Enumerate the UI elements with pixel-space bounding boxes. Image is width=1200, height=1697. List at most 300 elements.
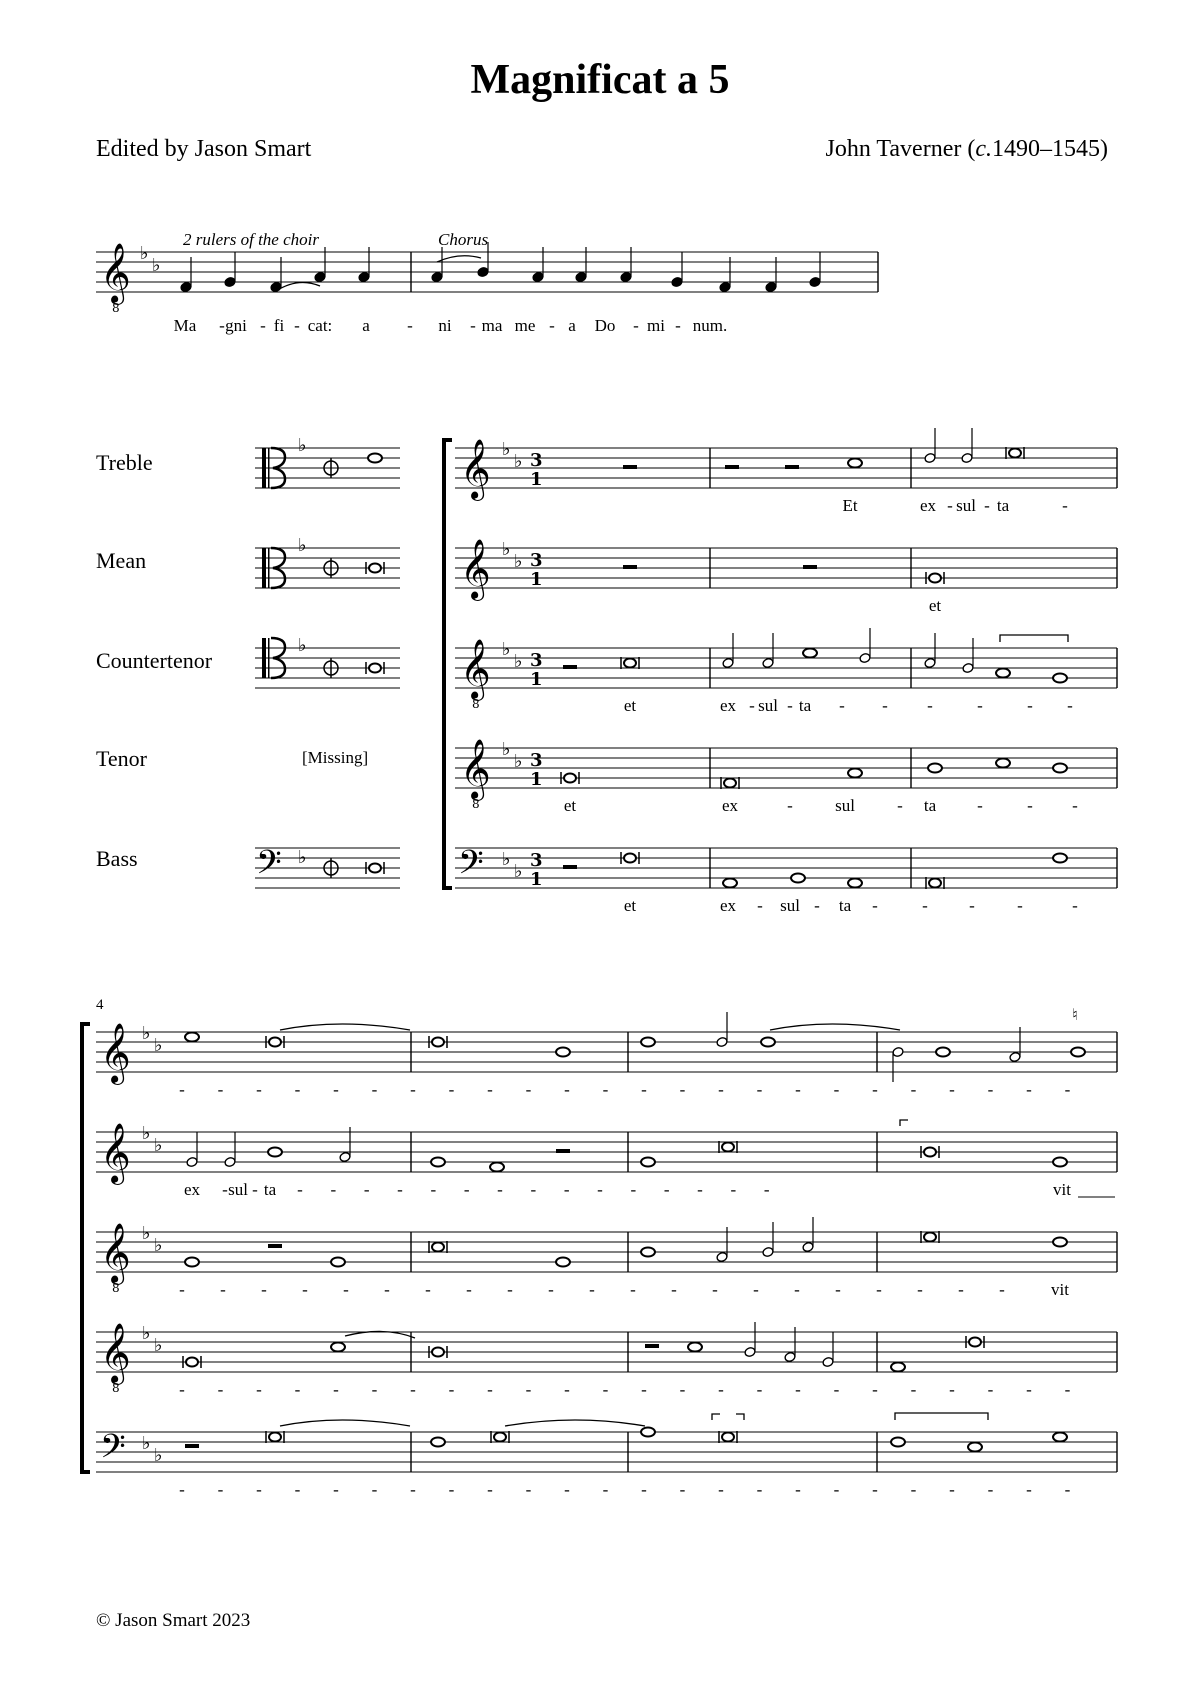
s1-ct-note: [803, 649, 817, 658]
s2-mean-note: [924, 1148, 936, 1157]
s2-lyric-mean: -: [563, 1180, 570, 1199]
s2-mean-note: [722, 1143, 734, 1152]
s2-mean-note: [490, 1163, 504, 1172]
s2-lyric-treble: -: [333, 1080, 339, 1099]
s2-lyric-mean: -: [252, 1180, 258, 1199]
s1-bass-note: [929, 879, 941, 888]
s2-lyric-treble: -: [448, 1080, 455, 1099]
s2-lyric-treble: -: [949, 1080, 955, 1099]
s2-lyric-bass: -: [795, 1480, 801, 1499]
s2-lyric-bass: -: [718, 1480, 724, 1499]
s1-lyric-countertenor: -: [787, 696, 793, 715]
s1-tenor-note: [996, 759, 1010, 768]
s1-lyric-bass: -: [814, 896, 820, 915]
s2-lyric-mean: -: [222, 1180, 228, 1199]
system2-flat1-treble: ♭: [142, 1023, 151, 1044]
system2-treble-clef-mean: 𝄞: [100, 1123, 131, 1183]
s2-tenor-note: [331, 1343, 345, 1352]
s2-lyric-tenor: -: [487, 1380, 493, 1399]
incipit-c-clef-countertenor-bar2: [268, 638, 270, 678]
s2-lyric-treble: -: [910, 1080, 917, 1099]
intonation-note: [314, 272, 326, 283]
system1-time-countertenor-den: 1: [530, 669, 543, 690]
s1-lyric-countertenor: et: [623, 696, 637, 715]
s1-bass-note: [1053, 854, 1067, 863]
s1-lyric-tenor: ex: [721, 796, 739, 815]
intonation-lyric: -: [294, 316, 300, 335]
intonation-lyric: -: [633, 316, 639, 335]
s2-lyric-tenor: -: [256, 1380, 262, 1399]
intonation-lyric: -: [407, 316, 413, 335]
s2-tenor-note: [432, 1348, 444, 1357]
s2-bass-rest: [185, 1444, 199, 1448]
s2-bass-ligature: [895, 1413, 988, 1420]
s2-bass-note: [722, 1433, 734, 1442]
system1-flat1-bass: ♭: [502, 849, 511, 870]
system1-flat2-countertenor: ♭: [514, 651, 523, 672]
s2-lyric-tenor: -: [602, 1380, 609, 1399]
s2-lyric-bass: -: [1064, 1480, 1071, 1499]
s1-lyric-countertenor: -: [1027, 696, 1033, 715]
incipit-c-clef-treble-bar2: [268, 448, 270, 488]
incipit-note-treble: [368, 454, 382, 463]
system1-treble-clef-countertenor: 𝄞: [460, 639, 491, 699]
s2-lyric-treble: -: [179, 1080, 185, 1099]
s1-lyric-countertenor: -: [882, 696, 888, 715]
s1-mean-rest: [623, 565, 637, 569]
intonation-slur-1: [276, 282, 320, 291]
system2-flat1-tenor: ♭: [142, 1323, 151, 1344]
s2-lyric-tenor: -: [872, 1380, 878, 1399]
s2-lyric-mean: -: [297, 1180, 303, 1199]
s1-treble-rest: [623, 465, 637, 469]
s1-lyric-mean: et: [928, 596, 942, 615]
s2-treble-note: [269, 1038, 281, 1047]
s1-lyric-countertenor: -: [839, 696, 845, 715]
s1-lyric-tenor: -: [1072, 796, 1078, 815]
page-title: Magnificat a 5: [470, 57, 730, 103]
s1-lyric-treble: -: [947, 496, 953, 515]
s1-tenor-note: [564, 774, 576, 783]
s2-lyric-bass: -: [1026, 1480, 1032, 1499]
s2-lyric-mean: -: [730, 1180, 737, 1199]
s1-bass-rest: [563, 865, 577, 869]
s2-ct-note: [432, 1243, 444, 1252]
intonation-note: [180, 282, 192, 293]
s2-ct-note: [185, 1258, 199, 1267]
s2-lyric-bass: -: [256, 1480, 262, 1499]
system1-time-bass-den: 1: [530, 869, 543, 890]
s2-lyric-mean: vit: [1053, 1180, 1071, 1199]
s2-lyric-tenor: -: [217, 1380, 224, 1399]
system1-time-tenor-den: 1: [530, 769, 543, 790]
system1-treble-clef-mean: 𝄞: [460, 539, 491, 599]
s2-bass-note: [494, 1433, 506, 1442]
s1-lyric-treble: ta: [996, 496, 1010, 515]
s1-lyric-countertenor: sul: [758, 696, 778, 715]
s1-lyric-bass: -: [872, 896, 878, 915]
s2-lyric-mean: -: [397, 1180, 403, 1199]
system2-flat2-tenor: ♭: [154, 1335, 163, 1356]
incipit-note-mean: [369, 564, 381, 573]
s1-ct-note: [962, 663, 974, 674]
s1-mean-rest: [803, 565, 817, 569]
s1-lyric-countertenor: ex: [719, 696, 737, 715]
s2-lyric-countertenor: -: [671, 1280, 677, 1299]
s2-tenor-note: [744, 1347, 756, 1358]
s2-tenor-note: [784, 1352, 796, 1363]
s1-ct-note: [859, 653, 871, 664]
intonation-lyric: gni: [225, 316, 247, 335]
cue-chorus: Chorus: [438, 230, 489, 249]
s2-treble-note: [761, 1038, 775, 1047]
system1-time-mean-den: 1: [530, 569, 543, 590]
s2-lyric-mean: -: [330, 1180, 337, 1199]
s1-lyric-countertenor: -: [1067, 696, 1073, 715]
s2-bass-tie: [280, 1420, 410, 1426]
system2-bass-clef: 𝄢: [100, 1428, 126, 1474]
s1-lyric-treble: ex: [919, 496, 937, 515]
s2-lyric-treble: -: [564, 1080, 570, 1099]
s2-mean-note: [339, 1152, 351, 1163]
s2-lyric-bass: -: [641, 1480, 647, 1499]
intonation-lyric: -: [219, 316, 225, 335]
s2-lyric-countertenor: -: [753, 1280, 759, 1299]
s2-bass-note: [1053, 1433, 1067, 1442]
s2-lyric-treble: -: [833, 1080, 840, 1099]
s2-lyric-tenor: -: [179, 1380, 185, 1399]
system1-flat2-tenor: ♭: [514, 751, 523, 772]
s2-lyric-treble: -: [641, 1080, 647, 1099]
s2-lyric-treble: -: [872, 1080, 878, 1099]
incipit-c-clef-mean-bar2: [268, 548, 270, 588]
system1-time-tenor-num: 3: [530, 750, 543, 771]
s1-lyric-tenor: -: [897, 796, 903, 815]
s1-ct-note: [762, 658, 774, 669]
s2-ct-note: [924, 1233, 936, 1242]
intonation-treble-clef: 𝄞: [100, 243, 131, 303]
s2-lyric-bass: -: [448, 1480, 455, 1499]
intonation-lyric: ni: [438, 316, 452, 335]
s2-treble-note: [641, 1038, 655, 1047]
s2-lyric-countertenor: -: [999, 1280, 1005, 1299]
s2-lyric-countertenor: -: [261, 1280, 267, 1299]
system2-flat2-mean: ♭: [154, 1135, 163, 1156]
s1-bass-note: [624, 854, 636, 863]
s2-lyric-tenor: -: [294, 1380, 301, 1399]
s1-lyric-bass: -: [1017, 896, 1023, 915]
measure-number: 4: [96, 997, 104, 1013]
s2-treble-note: [892, 1047, 904, 1058]
incipit-flat-treble: ♭: [298, 435, 307, 456]
system1-flat1-tenor: ♭: [502, 739, 511, 760]
s1-tenor-note: [1053, 764, 1067, 773]
s1-lyric-countertenor: -: [927, 696, 933, 715]
system1-time-countertenor-num: 3: [530, 650, 543, 671]
composer-dates: 1490–1545): [992, 136, 1108, 162]
s2-tenor-note: [688, 1343, 702, 1352]
s1-lyric-bass: -: [922, 896, 928, 915]
system2-flat1-bass: ♭: [142, 1433, 151, 1454]
s2-lyric-tenor: -: [987, 1380, 994, 1399]
s2-lyric-countertenor: -: [958, 1280, 964, 1299]
s2-lyric-tenor: -: [1026, 1380, 1032, 1399]
composer-name: John Taverner (: [825, 136, 976, 162]
s2-treble-note: [432, 1038, 444, 1047]
s1-bass-note: [791, 874, 805, 883]
s2-tenor-note: [969, 1338, 981, 1347]
intonation-lyric: me: [514, 316, 536, 335]
intonation-note: [358, 272, 370, 283]
s2-ct-rest: [268, 1244, 282, 1248]
system1-treble-clef-tenor-8: 8: [472, 797, 480, 811]
s2-lyric-bass: -: [564, 1480, 570, 1499]
system2-treble-clef-tenor-8: 8: [112, 1381, 120, 1395]
system1-flat2-bass: ♭: [514, 861, 523, 882]
intonation-lyric: -: [549, 316, 555, 335]
s2-lyric-mean: -: [463, 1180, 470, 1199]
s1-tenor-note: [724, 779, 736, 788]
s1-treble-note: [961, 453, 973, 464]
s2-lyric-treble: -: [718, 1080, 724, 1099]
s1-ct-rest: [563, 665, 577, 669]
s2-lyric-treble: -: [602, 1080, 609, 1099]
s1-ct-note: [722, 658, 734, 669]
s2-lyric-tenor: -: [410, 1380, 416, 1399]
s1-treble-note: [924, 453, 936, 464]
s1-treble-note: [1009, 449, 1021, 458]
system1-flat2-treble: ♭: [514, 451, 523, 472]
s2-lyric-tenor: -: [448, 1380, 455, 1399]
s2-bass-ligature: [712, 1414, 744, 1420]
s2-bass-note: [641, 1428, 655, 1437]
incipit-c-clef-countertenor-bar: [262, 638, 266, 678]
s2-lyric-tenor: -: [564, 1380, 570, 1399]
s2-lyric-treble: -: [679, 1080, 686, 1099]
intonation-lyric: cat:: [307, 316, 333, 335]
s2-treble-note: [1071, 1048, 1085, 1057]
s1-ct-note: [624, 659, 636, 668]
system2-treble-clef-countertenor-8: 8: [112, 1281, 120, 1295]
s2-treble-note: [716, 1037, 728, 1048]
intonation-lyric: mi: [647, 316, 665, 335]
s2-lyric-countertenor: -: [630, 1280, 636, 1299]
s2-lyric-bass: -: [602, 1480, 609, 1499]
voice-name-countertenor: Countertenor: [96, 648, 213, 673]
system1-treble-clef-treble: 𝄞: [460, 439, 491, 499]
s2-treble-note: [556, 1048, 570, 1057]
s2-lyric-bass: -: [949, 1480, 955, 1499]
s2-lyric-tenor: -: [833, 1380, 840, 1399]
s2-lyric-bass: -: [410, 1480, 416, 1499]
system1-bracket: [444, 440, 452, 888]
s1-lyric-countertenor: -: [749, 696, 755, 715]
s2-lyric-tenor: -: [525, 1380, 532, 1399]
s2-bass-note: [968, 1443, 982, 1452]
s2-lyric-bass: -: [487, 1480, 493, 1499]
s1-mean-note: [929, 574, 941, 583]
system1-time-bass-num: 3: [530, 850, 543, 871]
s2-lyric-countertenor: -: [343, 1280, 349, 1299]
s1-lyric-countertenor: -: [977, 696, 983, 715]
intonation-lyric: fi: [273, 316, 285, 335]
s2-lyric-mean: -: [497, 1180, 503, 1199]
s2-lyric-mean: -: [363, 1180, 370, 1199]
s2-lyric-bass: -: [217, 1480, 224, 1499]
s2-lyric-countertenor: -: [876, 1280, 882, 1299]
intonation-note: [224, 277, 236, 288]
s2-mean-note: [268, 1148, 282, 1157]
s2-lyric-tenor: -: [949, 1380, 955, 1399]
incipit-flat-bass: ♭: [298, 847, 307, 868]
system2-flat2-bass: ♭: [154, 1445, 163, 1466]
incipit-note-countertenor: [369, 664, 381, 673]
system1-time-treble-num: 3: [530, 450, 543, 471]
intonation-key-flat-2: ♭: [152, 255, 161, 276]
s2-tenor-note: [891, 1363, 905, 1372]
system1-flat1-treble: ♭: [502, 439, 511, 460]
incipit-bass-clef: 𝄢: [256, 844, 282, 890]
incipit-flat-countertenor: ♭: [298, 635, 307, 656]
s2-lyric-mean: -: [630, 1180, 637, 1199]
s2-lyric-countertenor: -: [220, 1280, 226, 1299]
system1-flat2-mean: ♭: [514, 551, 523, 572]
s2-bass-note: [431, 1438, 445, 1447]
s2-lyric-countertenor: -: [302, 1280, 308, 1299]
intonation-note: [575, 272, 587, 283]
system2-bracket: [82, 1024, 90, 1472]
intonation-note: [671, 277, 683, 288]
s1-lyric-treble: Et: [842, 496, 858, 515]
s2-lyric-treble: -: [795, 1080, 801, 1099]
s1-ct-note: [1053, 674, 1067, 683]
system2-flat2-treble: ♭: [154, 1035, 163, 1056]
s1-lyric-treble: -: [1062, 496, 1068, 515]
system1-bass-clef: 𝄢: [458, 844, 484, 890]
intonation-lyric: a: [568, 316, 576, 335]
s1-lyric-countertenor: ta: [798, 696, 812, 715]
s1-lyric-bass: ta: [838, 896, 852, 915]
s1-lyric-tenor: sul: [835, 796, 855, 815]
s2-lyric-mean: ex: [183, 1180, 201, 1199]
s2-lyric-bass: -: [525, 1480, 532, 1499]
s2-lyric-countertenor: -: [835, 1280, 841, 1299]
s2-ct-note: [762, 1247, 774, 1258]
intonation-note: [809, 277, 821, 288]
s2-lyric-countertenor: -: [712, 1280, 718, 1299]
s2-treble-note: [1009, 1052, 1021, 1063]
incipit-c-clef-treble-bar: [262, 448, 266, 488]
s2-lyric-bass: -: [679, 1480, 686, 1499]
s2-lyric-countertenor: -: [794, 1280, 800, 1299]
s2-lyric-tenor: -: [1064, 1380, 1071, 1399]
s1-treble-rest: [785, 465, 799, 469]
incipit-c-clef-mean-bar: [262, 548, 266, 588]
intonation-treble-clef-8: 8: [112, 301, 120, 315]
s2-lyric-tenor: -: [795, 1380, 801, 1399]
intonation-note: [765, 282, 777, 293]
s2-lyric-tenor: -: [333, 1380, 339, 1399]
s1-ct-ligature: [1000, 635, 1068, 642]
s2-lyric-mean: -: [763, 1180, 770, 1199]
s2-mean-note: [186, 1157, 198, 1168]
intonation-lyric: -: [470, 316, 476, 335]
tenor-missing-note: [Missing]: [302, 748, 369, 767]
s2-lyric-treble: -: [371, 1080, 378, 1099]
voice-name-tenor: Tenor: [96, 746, 147, 771]
voice-name-mean: Mean: [96, 548, 147, 573]
s2-lyric-tenor: -: [641, 1380, 647, 1399]
s1-treble-note: [848, 459, 862, 468]
s2-lyric-mean: -: [430, 1180, 437, 1199]
s2-treble-natural: ♮: [1072, 1005, 1078, 1024]
s1-bass-note: [848, 879, 862, 888]
intonation-note: [532, 272, 544, 283]
cue-rulers: 2 rulers of the choir: [183, 230, 319, 249]
s2-lyric-mean: -: [697, 1180, 703, 1199]
copyright: © Jason Smart 2023: [96, 1610, 251, 1631]
s1-ct-note: [996, 669, 1010, 678]
intonation-lyric: ma: [481, 316, 503, 335]
s2-lyric-bass: -: [833, 1480, 840, 1499]
s1-treble-rest: [725, 465, 739, 469]
intonation-key-flat-1: ♭: [140, 243, 149, 264]
system1-treble-clef-countertenor-8: 8: [472, 697, 480, 711]
s2-mean-ligature: [900, 1120, 908, 1126]
s1-tenor-note: [848, 769, 862, 778]
s2-lyric-bass: -: [333, 1480, 339, 1499]
intonation-lyric: Ma: [173, 316, 197, 335]
s2-tenor-note: [822, 1357, 834, 1368]
s2-ct-note: [641, 1248, 655, 1257]
s2-lyric-countertenor: -: [548, 1280, 554, 1299]
intonation-note: [719, 282, 731, 293]
s2-lyric-countertenor: -: [466, 1280, 472, 1299]
s1-ct-note: [924, 658, 936, 669]
s2-lyric-countertenor: -: [589, 1280, 595, 1299]
intonation-slur-2: [437, 256, 481, 262]
system1-flat1-mean: ♭: [502, 539, 511, 560]
incipit-note-bass: [369, 864, 381, 873]
s2-lyric-countertenor: -: [179, 1280, 185, 1299]
s1-tenor-note: [928, 764, 942, 773]
s2-bass-tie: [505, 1420, 645, 1426]
s2-lyric-treble: -: [987, 1080, 994, 1099]
s1-lyric-tenor: et: [563, 796, 577, 815]
s2-lyric-bass: -: [294, 1480, 301, 1499]
system1-time-treble-den: 1: [530, 469, 543, 490]
s2-lyric-treble: -: [256, 1080, 262, 1099]
s1-lyric-treble: sul: [956, 496, 976, 515]
s2-lyric-bass: -: [371, 1480, 378, 1499]
s2-lyric-tenor: -: [371, 1380, 378, 1399]
voice-name-treble: Treble: [96, 450, 153, 475]
s2-mean-note: [1053, 1158, 1067, 1167]
s2-bass-note: [891, 1438, 905, 1447]
intonation-note: [620, 272, 632, 283]
s1-lyric-treble: -: [984, 496, 990, 515]
s2-lyric-mean: -: [597, 1180, 603, 1199]
s2-lyric-tenor: -: [679, 1380, 686, 1399]
intonation-lyric: num.: [692, 316, 728, 335]
intonation-lyric: Do: [594, 316, 616, 335]
s1-lyric-tenor: ta: [923, 796, 937, 815]
s1-lyric-bass: et: [623, 896, 637, 915]
s2-lyric-treble: -: [525, 1080, 532, 1099]
s2-mean-rest: [556, 1149, 570, 1153]
intonation-lyric: -: [675, 316, 681, 335]
s2-ct-note: [802, 1242, 814, 1253]
